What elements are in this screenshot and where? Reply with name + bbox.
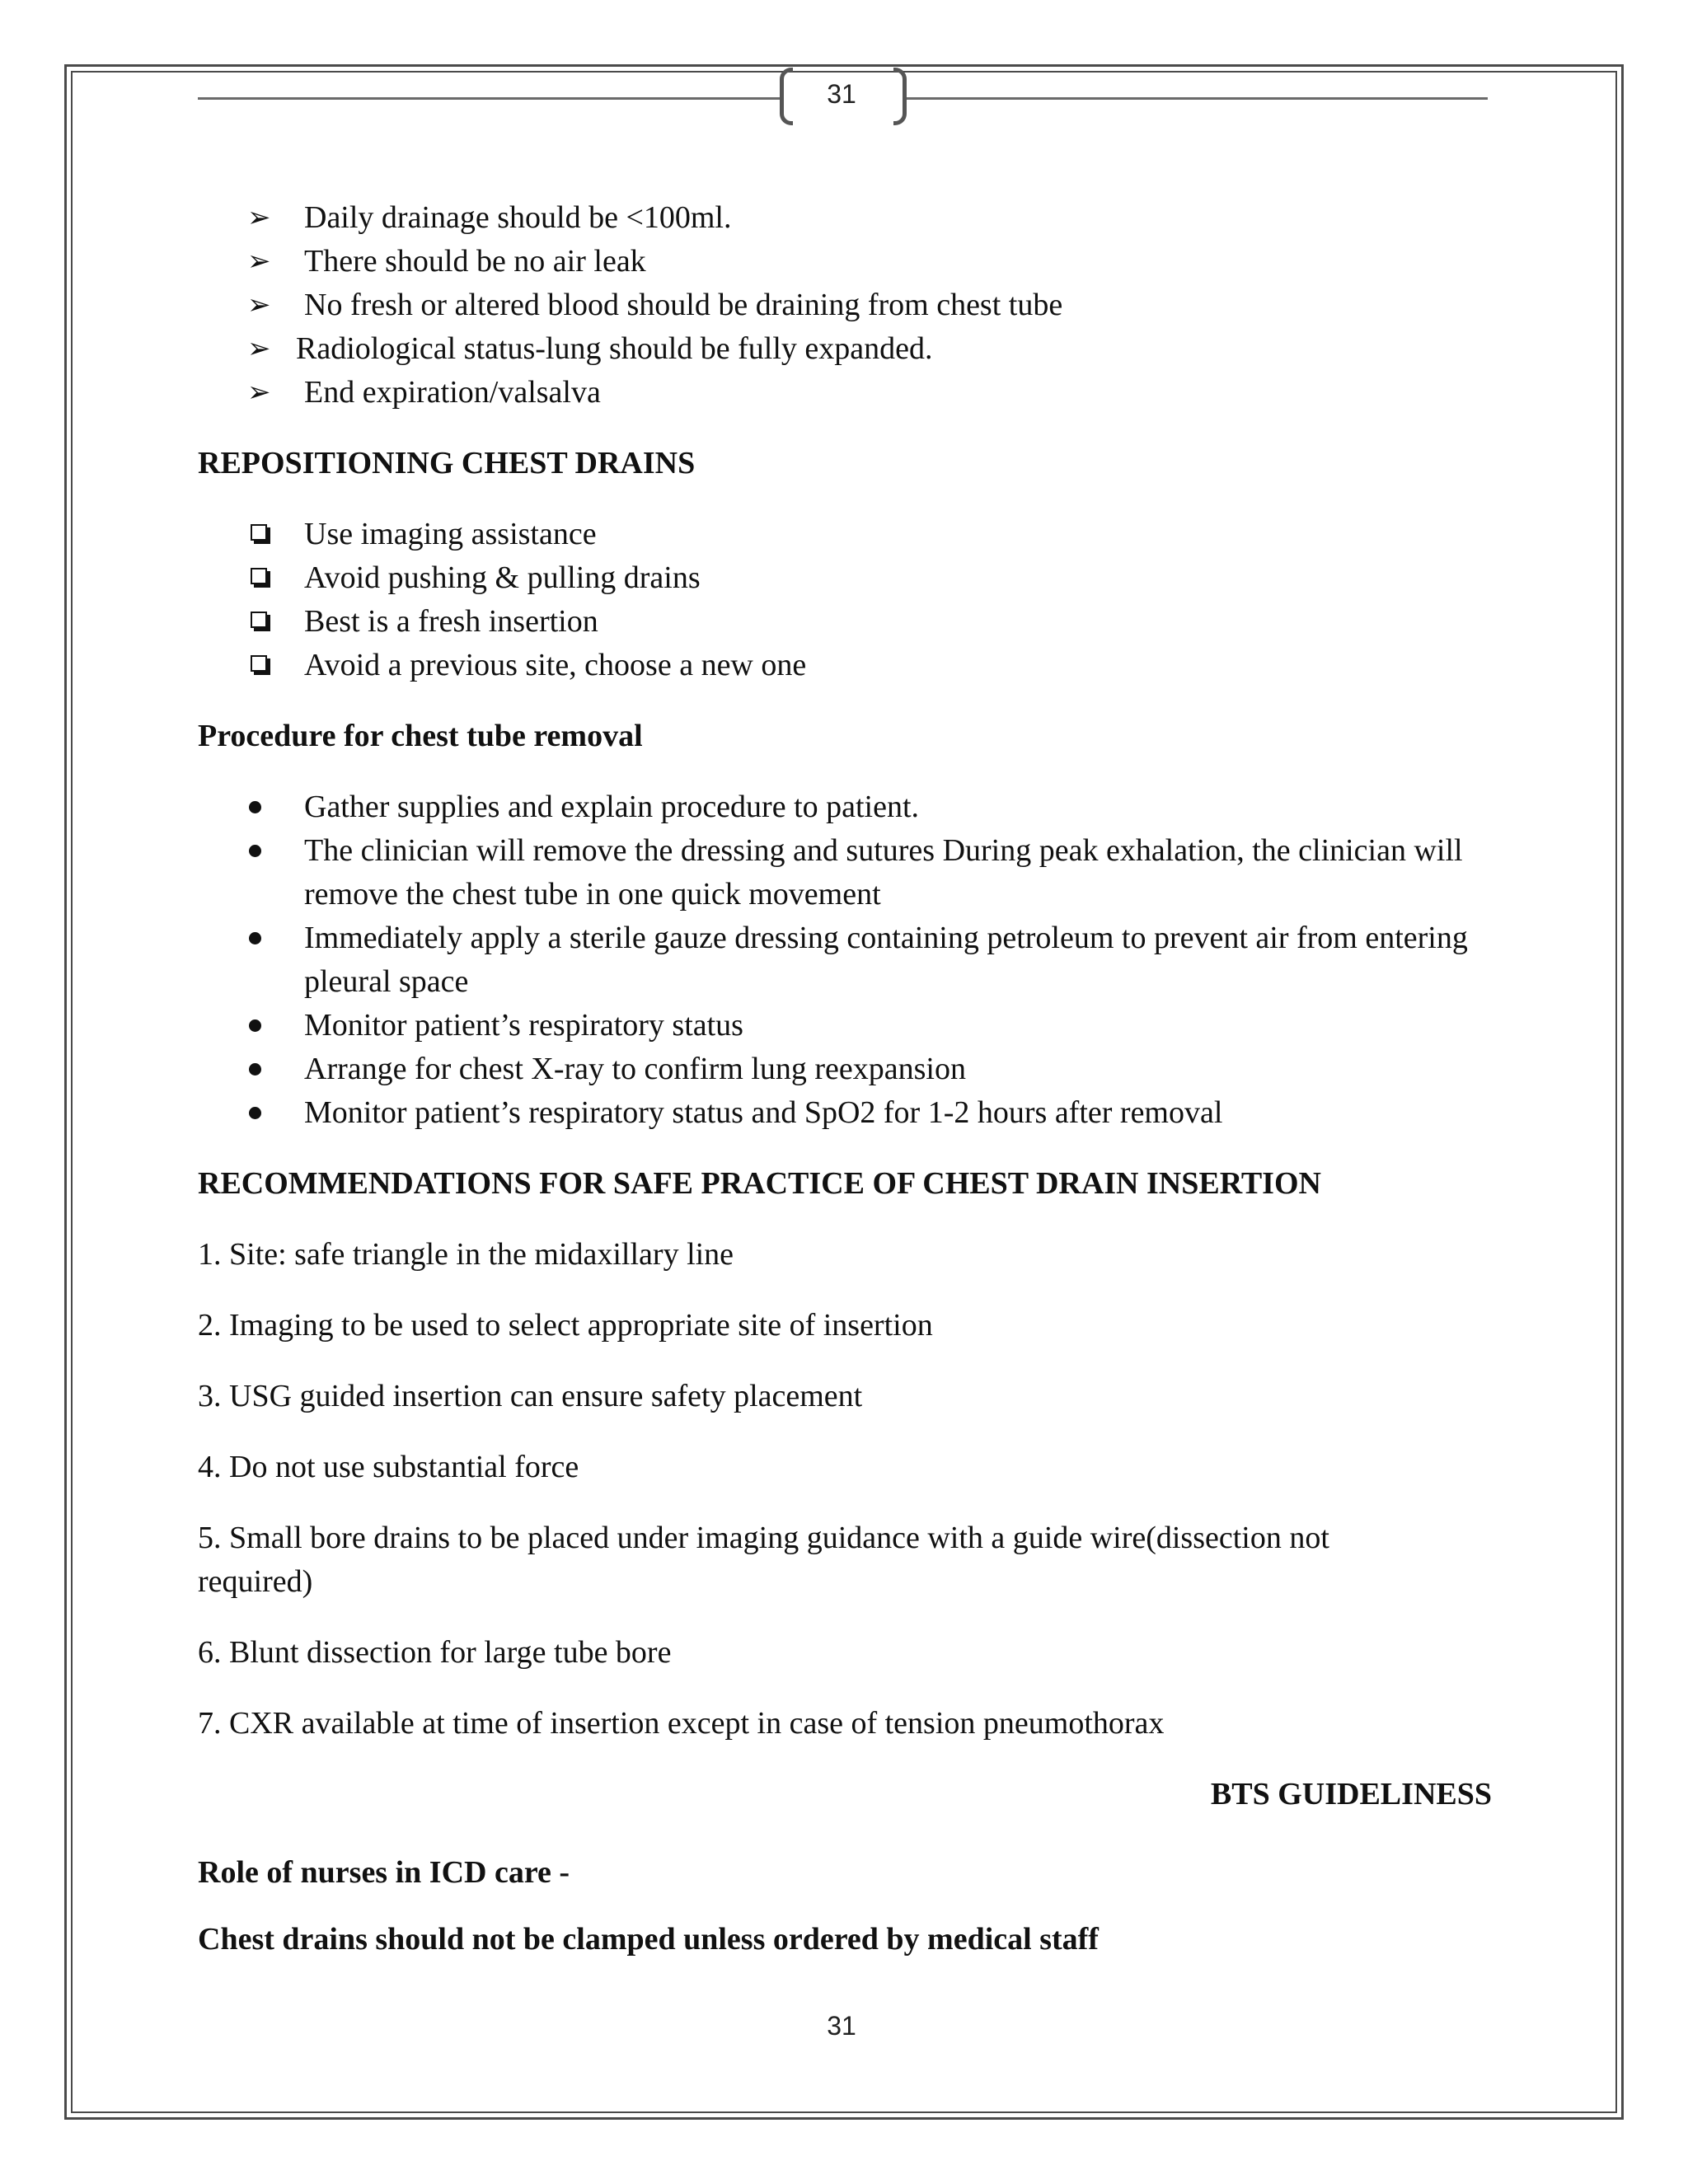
list-item: ➢ Daily drainage should be <100ml. [198,196,1492,240]
dot-bullet-icon [249,845,261,857]
page-content [198,196,1492,1961]
recommendation-item: 1. Site: safe triangle in the midaxillary line [198,1237,734,1272]
list-item: Immediately apply a sterile gauze dressing containing petroleum to prevent air from entering pleural space [198,916,1492,1004]
arrow-bullet-icon: ➢ [247,376,271,409]
recommendation-item: 3. USG guided insertion can ensure safety placement [198,1379,863,1413]
dot-bullet-icon [249,1107,261,1119]
list-item: Avoid pushing & pulling drains [198,556,1492,600]
list-item: ➢ No fresh or altered blood should be draining from chest tube [198,284,1492,327]
footer-page-number: 31 [827,2011,856,2041]
list-item: The clinician will remove the dressing and sutures During peak exhalation, the clinician will remove the chest tube in one quick movement [198,829,1492,916]
recommendations-heading: RECOMMENDATIONS FOR SAFE PRACTICE OF CHEST DRAIN INSERTION [198,1166,1321,1201]
list-item: ➢ Radiological status-lung should be fully expanded. [198,327,1492,371]
checkbox-icon [251,655,267,672]
list-item: Arrange for chest X-ray to confirm lung reexpansion [198,1047,1492,1091]
arrow-bullet-list [198,196,1492,415]
list-item: Monitor patient’s respiratory status [198,1004,1492,1047]
list-item: Avoid a previous site, choose a new one [198,644,1492,687]
recommendation-item: 5. Small bore drains to be placed under imaging guidance with a guide wire(dissection not required) [198,1521,1329,1599]
recommendation-item: 4. Do not use substantial force [198,1450,579,1484]
header-page-number: 31 [827,79,856,109]
checkbox-icon [251,568,267,584]
list-item: Best is a fresh insertion [198,600,1492,644]
checkbox-bullet-list [198,513,1492,687]
header-rule-left [198,97,781,100]
list-item: Gather supplies and explain procedure to patient. [198,785,1492,829]
list-item: Monitor patient’s respiratory status and SpO2 for 1-2 hours after removal [198,1091,1492,1135]
procedure-heading: Procedure for chest tube removal [198,719,643,753]
dot-bullet-icon [249,1019,261,1032]
repositioning-heading: REPOSITIONING CHEST DRAINS [198,446,696,480]
recommendation-item: 2. Imaging to be used to select appropriate site of insertion [198,1308,933,1343]
arrow-bullet-icon: ➢ [247,201,271,234]
header-bracket-right [893,68,907,125]
recommendation-item: 7. CXR available at time of insertion except in case of tension pneumothorax [198,1706,1165,1741]
list-item: Use imaging assistance [198,513,1492,556]
nurses-role-heading: Role of nurses in ICD care - [198,1855,570,1890]
header-rule-right [903,97,1488,100]
guidelines-source: BTS GUIDELINESS [1210,1777,1492,1811]
dot-bullet-icon [249,801,261,813]
arrow-bullet-icon: ➢ [247,288,271,321]
list-item: ➢ End expiration/valsalva [198,371,1492,415]
nurses-clamp-note: Chest drains should not be clamped unless ordered by medical staff [198,1922,1099,1957]
checkbox-icon [251,524,267,541]
dot-bullet-icon [249,1063,261,1076]
list-item: ➢ There should be no air leak [198,240,1492,284]
dot-bullet-icon [249,932,261,944]
dot-bullet-list [198,785,1492,1135]
recommendation-item: 6. Blunt dissection for large tube bore [198,1635,672,1670]
arrow-bullet-icon: ➢ [247,332,271,365]
header-bracket-left [780,68,793,125]
checkbox-icon [251,612,267,628]
arrow-bullet-icon: ➢ [247,245,271,278]
